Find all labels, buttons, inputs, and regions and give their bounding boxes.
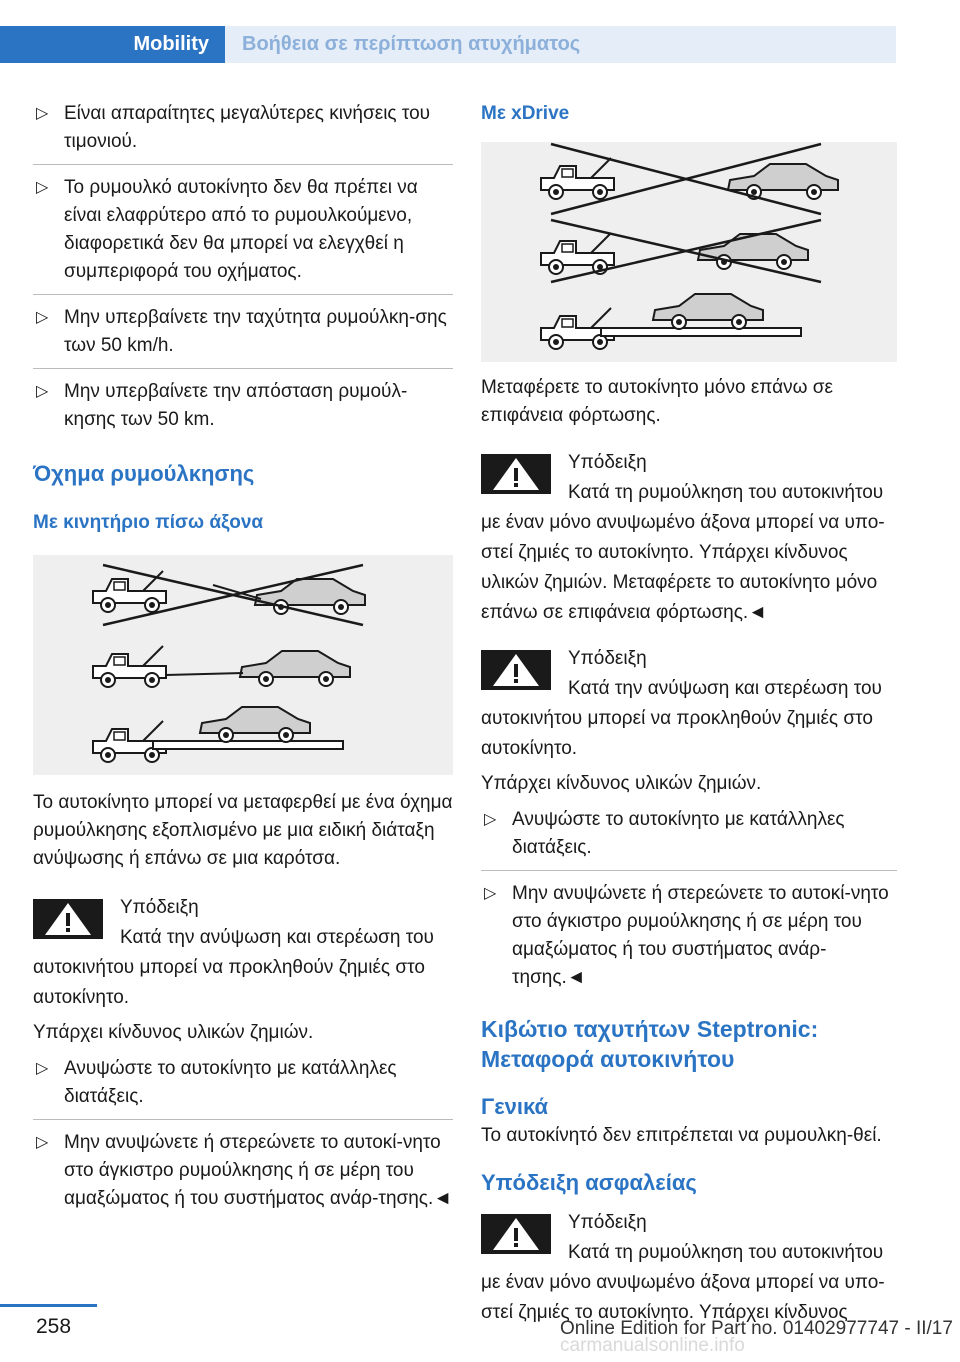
warning-label: Υπόδειξη: [568, 452, 647, 473]
list-item-text: Μην ανυψώνετε ή στερεώνετε το αυτοκί‐νητο στο άγκιστρο ρυμούλκησης ή σε μέρη του αμαξώματος ή του συστήματος ανάρ‐τησης.◄: [64, 1132, 453, 1209]
page-header: [0, 26, 896, 63]
list-item-text: Μην υπερβαίνετε την απόσταση ρυμούλ‐κησης των 50 km.: [64, 381, 408, 430]
chapter-tab[interactable]: Mobility: [0, 26, 225, 63]
body-paragraph: Υπάρχει κίνδυνος υλικών ζημιών.: [33, 1022, 314, 1043]
list-item: [33, 1129, 453, 1213]
watermark: carmanualsonline.info: [560, 1335, 745, 1356]
body-paragraph: Το αυτοκίνητό δεν επιτρέπεται να ρυμουλκη‐θεί.: [481, 1125, 882, 1146]
warning-text: Κατά την ανύψωση και στερέωση του αυτοκινήτου μπορεί να προκληθούν ζημιές στο αυτοκίνητο.: [33, 927, 434, 1008]
section-heading: Όχημα ρυμούλκησης: [33, 461, 255, 486]
footer-accent-line: [0, 1304, 97, 1307]
tow-truck-illustration: [33, 555, 453, 775]
bullet-triangle-icon: ▷: [36, 383, 49, 400]
list-item-text: Ανυψώστε το αυτοκίνητο με κατάλληλες διατάξεις.: [64, 1058, 397, 1107]
subsection-heading: Υπόδειξη ασφαλείας: [481, 1170, 697, 1195]
list-item: [33, 378, 453, 434]
list-item-text: Είναι απαραίτητες μεγαλύτερες κινήσεις του τιμονιού.: [64, 103, 431, 152]
divider: [33, 368, 453, 369]
bullet-triangle-icon: ▷: [484, 811, 497, 828]
tow-truck-diagram: [33, 555, 448, 775]
warning-note: [481, 448, 897, 628]
warning-note: [481, 644, 897, 764]
list-item: [33, 174, 453, 286]
bullet-triangle-icon: ▷: [484, 885, 497, 902]
xdrive-transport-diagram: [481, 142, 897, 362]
divider: [481, 870, 897, 871]
warning-triangle-icon: [33, 899, 103, 939]
list-item-text: Το ρυμουλκό αυτοκίνητο δεν θα πρέπει να είναι ελαφρύτερο από το ρυμουλκούμενο, διαφορετικά δεν θα μπορεί να ελεγχθεί η συμπεριφορά του οχήματος.: [64, 177, 418, 282]
warning-text: Κατά την ανύψωση και στερέωση του αυτοκινήτου μπορεί να προκληθούν ζημιές στο αυτοκίνητο.: [481, 678, 882, 759]
list-item: [33, 100, 453, 156]
page-number: 258: [36, 1315, 72, 1338]
edition-text: Online Edition for Part no. 01402977747 - II/17: [560, 1318, 953, 1339]
warning-label: Υπόδειξη: [568, 1212, 647, 1233]
warning-note: [481, 1208, 897, 1328]
list-item-text: Μην υπερβαίνετε την ταχύτητα ρυμούλκη‐σης των 50 km/h.: [64, 307, 447, 356]
list-item: [33, 304, 453, 360]
warning-text: Κατά τη ρυμούλκηση του αυτοκινήτου με έναν μόνο ανυψωμένο άξονα μπορεί να υπο‐στεί ζημιές το αυτοκίνητο. Υπάρχει κίνδυνος υλικών ζημιών. Μεταφέρετε το αυτοκίνητο μόνο επάνω σε επιφάνεια φόρτωσης.◄: [481, 482, 885, 623]
bullet-triangle-icon: ▷: [36, 179, 49, 196]
bullet-triangle-icon: ▷: [36, 1060, 49, 1077]
list-item-text: Μην ανυψώνετε ή στερεώνετε το αυτοκί‐νητο στο άγκιστρο ρυμούλκησης ή σε μέρη του αμαξώματος ή του συστήματος ανάρ‐τησης.◄: [512, 883, 889, 988]
xdrive-transport-illustration: [481, 142, 897, 362]
warning-text: Κατά τη ρυμούλκηση του αυτοκινήτου με έναν μόνο ανυψωμένο άξονα μπορεί να υπο‐στεί ζημιές το αυτοκίνητο. Υπάρχει κίνδυνος: [481, 1242, 885, 1323]
subsection-heading: Γενικά: [481, 1094, 549, 1119]
warning-label: Υπόδειξη: [120, 897, 199, 918]
warning-triangle-icon: [481, 454, 551, 494]
divider: [33, 1119, 453, 1120]
divider: [33, 294, 453, 295]
list-item: [481, 880, 897, 992]
section-tab[interactable]: Βοήθεια σε περίπτωση ατυχήματος: [225, 26, 896, 63]
warning-triangle-icon: [481, 1214, 551, 1254]
subsection-heading: Με κινητήριο πίσω άξονα: [33, 512, 264, 533]
right-column: [481, 100, 897, 1328]
warning-label: Υπόδειξη: [568, 648, 647, 669]
bullet-triangle-icon: ▷: [36, 105, 49, 122]
list-item: [481, 806, 897, 862]
body-paragraph: Το αυτοκίνητο μπορεί να μεταφερθεί με ένα όχημα ρυμούλκησης εξοπλισμένο με μια ειδική διάταξη ανύψωσης ή επάνω σε μια καρότσα.: [33, 792, 453, 869]
left-column: [33, 100, 453, 1213]
divider: [33, 164, 453, 165]
list-item: [33, 1055, 453, 1111]
warning-note: [33, 893, 453, 1013]
section-heading: Κιβώτιο ταχυτήτων Steptronic: Μεταφορά αυτοκινήτου: [481, 1016, 819, 1072]
list-item-text: Ανυψώστε το αυτοκίνητο με κατάλληλες διατάξεις.: [512, 809, 845, 858]
bullet-triangle-icon: ▷: [36, 1134, 49, 1151]
warning-triangle-icon: [481, 650, 551, 690]
subsection-heading: Με xDrive: [481, 103, 570, 124]
body-paragraph: Υπάρχει κίνδυνος υλικών ζημιών.: [481, 773, 762, 794]
body-paragraph: Μεταφέρετε το αυτοκίνητο μόνο επάνω σε επιφάνεια φόρτωσης.: [481, 377, 833, 426]
bullet-triangle-icon: ▷: [36, 309, 49, 326]
